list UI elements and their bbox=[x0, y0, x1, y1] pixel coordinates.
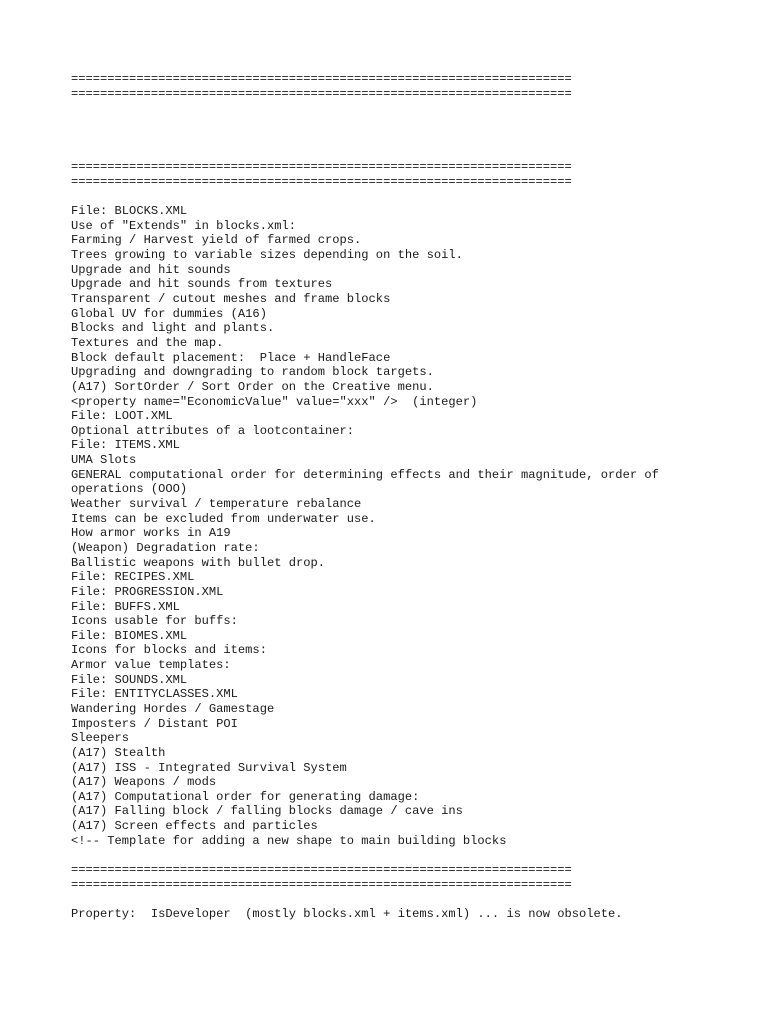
toc-item: Use of "Extends" in blocks.xml: bbox=[71, 218, 296, 233]
toc-item: File: ENTITYCLASSES.XML bbox=[71, 687, 238, 702]
toc-item: File: ITEMS.XML bbox=[71, 438, 180, 453]
toc-item: Global UV for dummies (A16) bbox=[71, 306, 267, 321]
toc-item: Upgrading and downgrading to random block targets. bbox=[71, 365, 434, 380]
toc-item: Optional attributes of a lootcontainer: bbox=[71, 423, 355, 438]
toc-item: Block default placement: Place + HandleFace bbox=[71, 350, 391, 365]
toc-item: (Weapon) Degradation rate: bbox=[71, 540, 260, 555]
separator-line: ===================================================================== bbox=[71, 159, 572, 174]
footer-note: Property: IsDeveloper (mostly blocks.xml + items.xml) ... is now obsolete. bbox=[71, 906, 623, 921]
toc-item: (A17) Weapons / mods bbox=[71, 775, 217, 790]
toc-item: (A17) SortOrder / Sort Order on the Creative menu. bbox=[71, 379, 434, 394]
toc-item: Icons usable for buffs: bbox=[71, 614, 238, 629]
table-of-contents bbox=[71, 204, 751, 848]
toc-item: Upgrade and hit sounds from textures bbox=[71, 277, 333, 292]
toc-item: Blocks and light and plants. bbox=[71, 321, 275, 336]
toc-item: File: RECIPES.XML bbox=[71, 570, 195, 585]
separator-line: ===================================================================== bbox=[71, 72, 572, 86]
toc-item: Weather survival / temperature rebalance bbox=[71, 497, 362, 512]
toc-item: Wandering Hordes / Gamestage bbox=[71, 701, 275, 716]
toc-item: (A17) Stealth bbox=[71, 745, 166, 760]
toc-item: Armor value templates: bbox=[71, 658, 231, 673]
toc-item: Ballistic weapons with bullet drop. bbox=[71, 555, 326, 570]
toc-item: (A17) ISS - Integrated Survival System bbox=[71, 760, 347, 775]
blank-space bbox=[71, 189, 751, 204]
separator-line: ===================================================================== bbox=[71, 86, 572, 101]
toc-item: <!-- Template for adding a new shape to main building blocks bbox=[71, 833, 507, 848]
separator-line: ===================================================================== bbox=[71, 863, 572, 878]
toc-item: <property name="EconomicValue" value="xxx" /> (integer) bbox=[71, 394, 478, 409]
toc-item: Upgrade and hit sounds bbox=[71, 262, 231, 277]
toc-item: File: BLOCKS.XML bbox=[71, 204, 188, 219]
blank-space bbox=[71, 101, 751, 145]
toc-item: Items can be excluded from underwater use. bbox=[71, 511, 376, 526]
toc-item: Textures and the map. bbox=[71, 335, 224, 350]
toc-item: operations (OOO) bbox=[71, 482, 188, 497]
toc-item: File: BUFFS.XML bbox=[71, 599, 180, 614]
toc-item: (A17) Computational order for generating damage: bbox=[71, 789, 420, 804]
toc-item: (A17) Falling block / falling blocks damage / cave ins bbox=[71, 804, 463, 819]
toc-item: Transparent / cutout meshes and frame blocks bbox=[71, 292, 391, 307]
toc-item: File: SOUNDS.XML bbox=[71, 672, 188, 687]
toc-item: File: BIOMES.XML bbox=[71, 628, 188, 643]
toc-item: Icons for blocks and items: bbox=[71, 643, 267, 658]
separator-line: ===================================================================== bbox=[71, 877, 572, 892]
separator-line: ===================================================================== bbox=[71, 174, 572, 189]
toc-item: Sleepers bbox=[71, 731, 130, 746]
toc-item: UMA Slots bbox=[71, 453, 137, 468]
toc-item: How armor works in A19 bbox=[71, 526, 231, 541]
toc-item: File: PROGRESSION.XML bbox=[71, 584, 224, 599]
toc-item: GENERAL computational order for determining effects and their magnitude, order of bbox=[71, 467, 659, 482]
toc-item: (A17) Screen effects and particles bbox=[71, 819, 318, 834]
toc-item: File: LOOT.XML bbox=[71, 409, 173, 424]
toc-item: Farming / Harvest yield of farmed crops. bbox=[71, 233, 362, 248]
document-page bbox=[71, 72, 751, 922]
toc-item: Imposters / Distant POI bbox=[71, 716, 238, 731]
toc-item: Trees growing to variable sizes depending on the soil. bbox=[71, 248, 463, 263]
